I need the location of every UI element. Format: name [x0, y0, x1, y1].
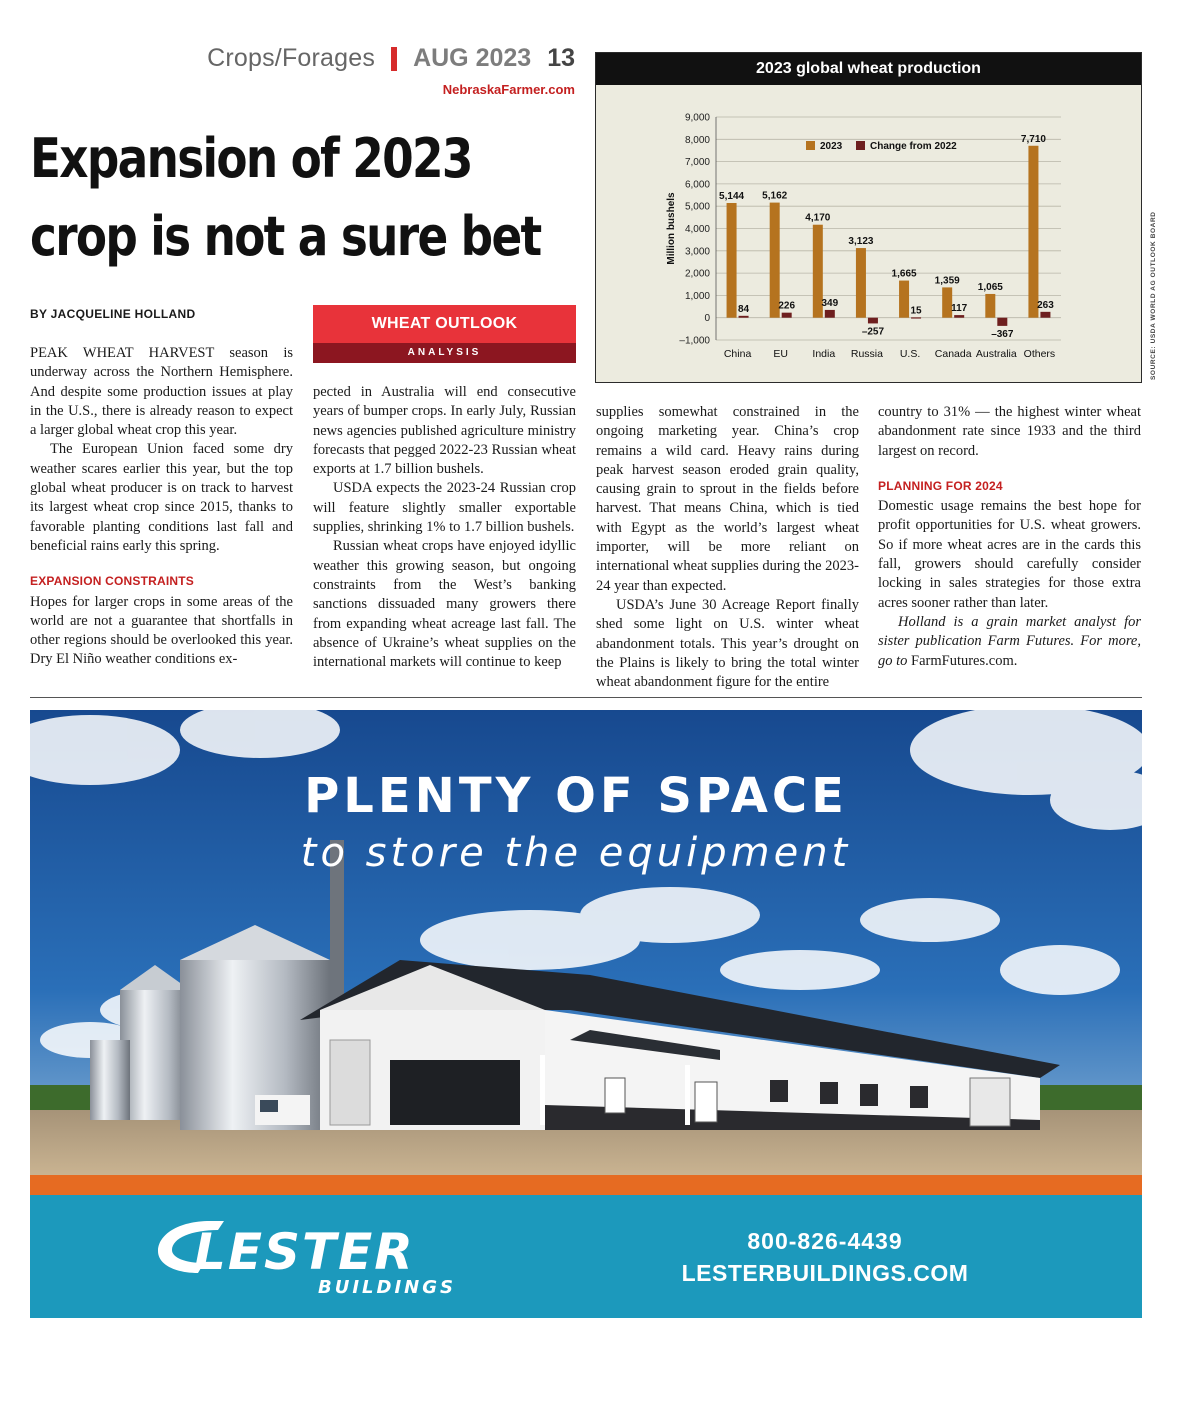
bar-label-change: 263: [1037, 299, 1054, 311]
lester-advertisement[interactable]: [30, 710, 1142, 1318]
y-tick-label: 7,000: [684, 157, 710, 169]
bar-label-2023: 4,170: [805, 212, 831, 224]
article-column-1: [30, 344, 293, 670]
bar-label-change: 349: [821, 297, 839, 309]
bar-2023: [899, 281, 909, 318]
logo-subword: BUILDINGS: [318, 1277, 456, 1298]
y-tick-label: 4,000: [684, 224, 710, 235]
bar-label-change: 84: [738, 303, 750, 315]
x-tick-label: China: [723, 348, 752, 360]
headline-line-1: Expansion of 2023: [30, 127, 472, 190]
article-column-2: [313, 383, 576, 672]
bar-label-2023: 7,710: [1020, 133, 1046, 145]
ad-contact: [675, 1228, 975, 1287]
bar-label-change: 117: [951, 303, 968, 315]
kicker-label: WHEAT OUTLOOK: [313, 305, 576, 343]
x-tick-label: Canada: [934, 348, 972, 360]
truck: [255, 1095, 310, 1125]
y-tick-label: 0: [704, 313, 710, 325]
paragraph: USDA expects the 2023-24 Russian crop will feature slightly smaller exportable supplies, shrinking 1% to 1.7 billion bushels.: [313, 480, 576, 536]
lester-logo[interactable]: [158, 1213, 478, 1303]
bar-label-change: –367: [991, 328, 1014, 340]
paragraph: Russian wheat crops have enjoyed idyllic weather this growing season, but ongoing constraints from the West’s banking sanctions dissuaded many growers there from expanding wheat acreage last fall. The absence of Ukraine’s wheat supplies on the international markets will continue to keep: [313, 538, 576, 671]
bar-change: [997, 318, 1007, 326]
paragraph: country to 31% — the highest winter wheat abandonment rate since 1933 and the third largest on record.: [878, 404, 1141, 459]
paragraph: USDA’s June 30 Acreage Report finally shed some light on U.S. winter wheat abandonment totals. This year’s drought on the Plains is likely to bring the total winter wheat abandonment figure for the entire: [596, 596, 859, 691]
bar-change: [782, 313, 792, 318]
y-tick-label: 2,000: [684, 268, 710, 280]
bar-label-2023: 5,162: [762, 190, 788, 202]
bar-2023: [985, 294, 995, 318]
byline: BY JACQUELINE HOLLAND: [30, 307, 196, 321]
y-tick-label: 5,000: [684, 201, 710, 213]
y-tick-label: –1,000: [679, 335, 710, 347]
legend-label-change: Change from 2022: [870, 141, 957, 152]
logo-wordmark: LESTER: [194, 1223, 415, 1281]
bar-label-change: 226: [778, 300, 796, 312]
bar-label-change: 15: [910, 305, 922, 317]
article-column-3: [596, 403, 859, 692]
site-link[interactable]: NebraskaFarmer.com: [442, 82, 575, 97]
bar-change: [1040, 312, 1050, 318]
y-tick-label: 3,000: [684, 246, 710, 258]
article-headline: [30, 120, 541, 276]
x-tick-label: U.S.: [899, 348, 921, 360]
article-column-4: [878, 403, 1141, 671]
x-tick-label: Australia: [975, 348, 1017, 360]
y-tick-label: 8,000: [684, 134, 710, 146]
y-tick-label: 9,000: [684, 112, 710, 124]
bar-label-2023: 5,144: [719, 190, 745, 202]
ad-website[interactable]: LESTERBUILDINGS.COM: [681, 1260, 969, 1286]
bar-label-2023: 1,359: [934, 275, 960, 287]
tagline-link[interactable]: FarmFutures.com.: [911, 652, 1018, 669]
paragraph: supplies somewhat constrained in the ongoing marketing year. China’s crop remains a wild card. Heavy rains during peak harvest season eroded grain quality, causing grain to sprout in the fields before harvest. That means China, which is tied with Egypt as the world’s largest wheat importer, will be more reliant on international wheat supplies during the 2023-24 year than expected.: [596, 404, 859, 594]
bar-change: [739, 316, 749, 318]
paragraph: PEAK WHEAT HARVEST season is underway across the Northern Hemisphere. And despite some production issues at play in the U.S., there is already reason to expect a larger global wheat crop this year.: [30, 345, 293, 439]
bar-label-2023: 1,065: [977, 281, 1003, 293]
bar-change: [825, 310, 835, 318]
x-tick-label: Russia: [850, 348, 883, 360]
x-tick-label: Others: [1023, 348, 1056, 360]
bar-label-2023: 1,665: [891, 268, 917, 280]
ad-orange-band: [30, 1175, 1142, 1195]
y-axis-label: Million bushels: [666, 192, 677, 265]
section-label: Crops/Forages: [207, 44, 376, 72]
bar-change: [868, 318, 878, 324]
bar-change: [954, 315, 964, 318]
ad-phone[interactable]: 800-826-4439: [747, 1228, 903, 1254]
issue-date: AUG 2023: [413, 44, 532, 72]
paragraph: Domestic usage remains the best hope for profit opportunities for U.S. wheat growers. So if more wheat acres are in the cards this fall, growers should carefully consider locking in sales strategies for those extra acres sooner rather than later.: [878, 498, 1141, 611]
x-tick-label: India: [812, 348, 836, 360]
paragraph: Hopes for larger crops in some areas of the world are not a guarantee that shortfalls in other regions should be overlooked this year. Dry El Niño weather conditions ex-: [30, 593, 293, 668]
chart-source: SOURCE: USDA WORLD AG OUTLOOK BOARD: [1150, 211, 1157, 380]
wheat-production-chart: [595, 52, 1142, 383]
bar-2023: [856, 248, 866, 318]
y-tick-label: 1,000: [684, 290, 710, 302]
folio-header: [207, 44, 575, 73]
page-number: 13: [547, 44, 575, 72]
bar-label-2023: 3,123: [848, 236, 874, 248]
author-tagline: [878, 613, 1141, 671]
y-tick-label: 6,000: [684, 179, 710, 191]
paragraph: The European Union faced some dry weather scares earlier this year, but the top global wheat producer is on track to harvest its largest wheat crop since 2015, thanks to favorable planting conditions last fall and beneficial rains early this spring.: [30, 441, 293, 554]
chart-plot: [596, 85, 1141, 382]
subhead: PLANNING FOR 2024: [878, 478, 1003, 493]
headline-line-2: crop is not a sure bet: [30, 205, 541, 268]
chart-title: 2023 global wheat production: [596, 53, 1141, 85]
subhead: EXPANSION CONSTRAINTS: [30, 574, 194, 589]
ad-headline: [30, 768, 1142, 876]
bar-label-change: –257: [861, 326, 885, 338]
ad-headline-main: PLENTY OF SPACE: [304, 768, 848, 824]
folio-divider: [391, 47, 397, 71]
section-divider: [30, 697, 1142, 698]
bar-change: [911, 317, 921, 318]
kicker-sublabel: ANALYSIS: [313, 343, 576, 363]
ad-headline-sub: to store the equipment: [300, 830, 852, 876]
kicker-box: [313, 305, 576, 363]
bar-2023: [1028, 146, 1038, 318]
paragraph: pected in Australia will end consecutive years of bumper crops. In early July, Russian news agencies published agriculture ministry forecasts that pegged 2022-23 Russian wheat exports at 1.7 billion bushels.: [313, 384, 576, 478]
tagline-text: Holland is a grain market analyst for sister publication Farm Futures. For more, go to: [878, 613, 1141, 669]
legend-swatch-2023: [806, 141, 815, 150]
legend-label-2023: 2023: [820, 141, 843, 152]
bar-2023: [727, 203, 737, 318]
x-tick-label: EU: [773, 348, 788, 360]
legend-swatch-change: [856, 141, 865, 150]
